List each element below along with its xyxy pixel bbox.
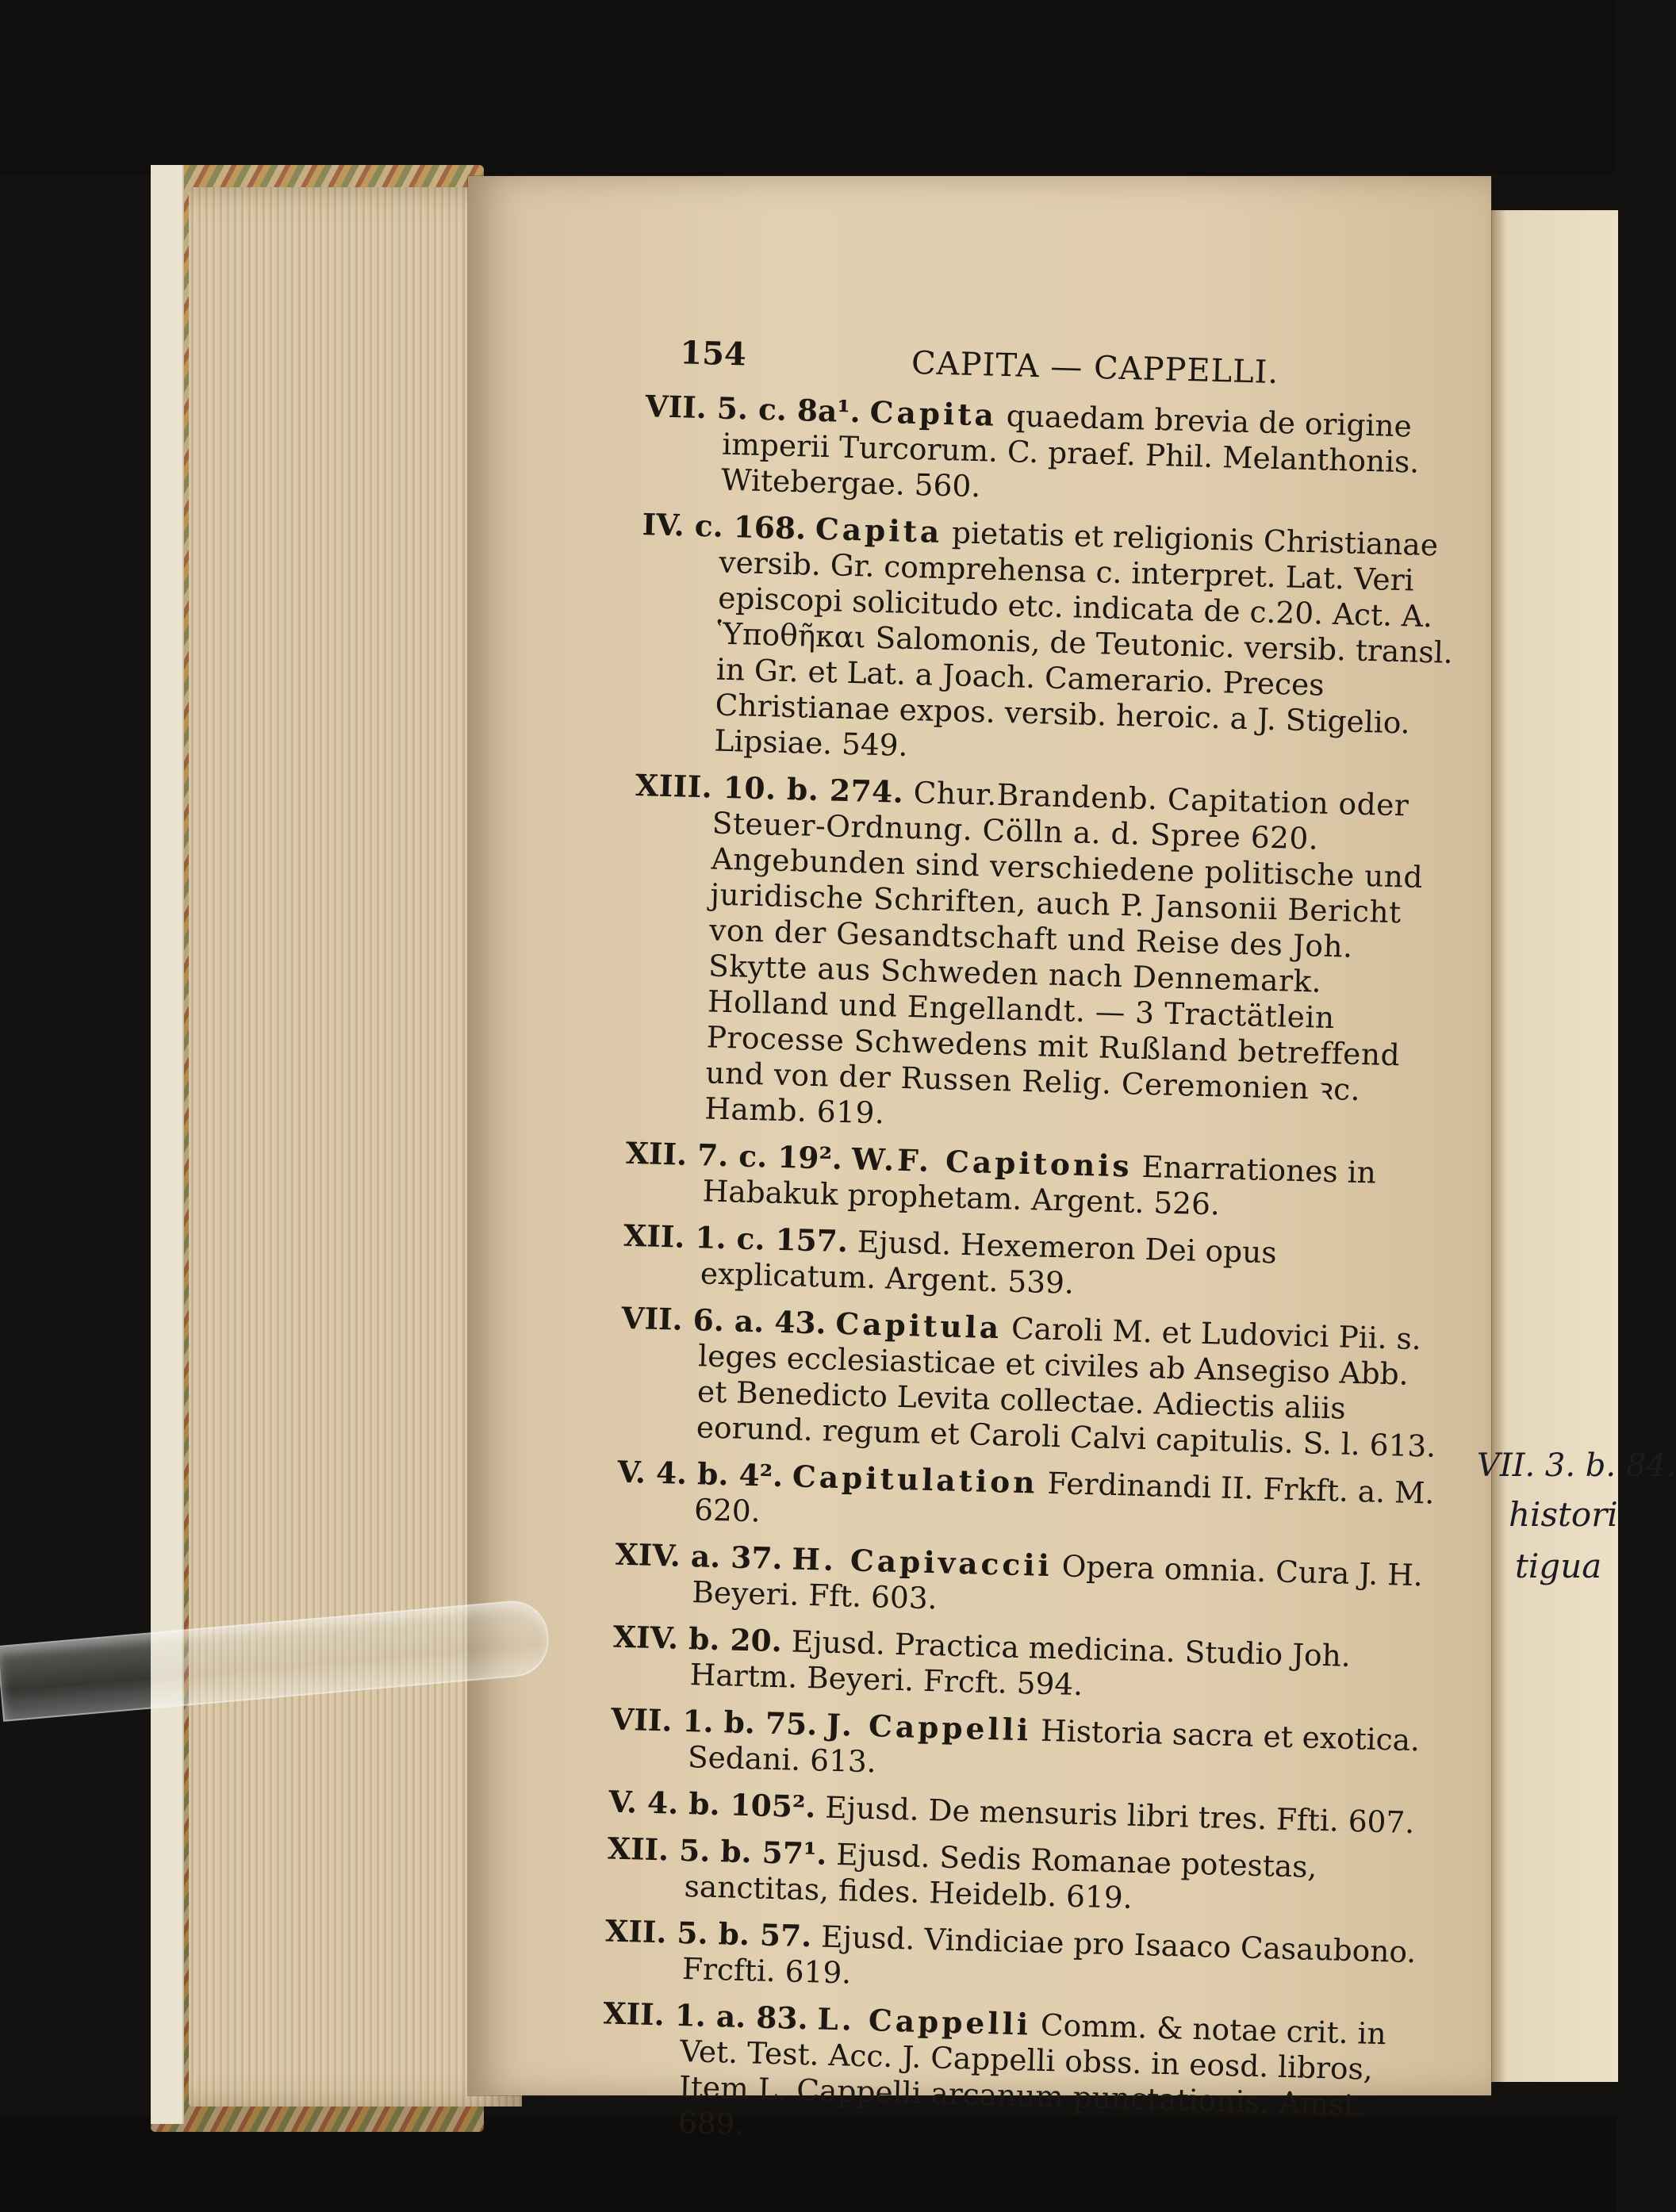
shelf-mark: IV. c. 168.: [642, 507, 807, 546]
shelf-mark: XIV. b. 20.: [612, 1619, 783, 1659]
shelf-mark: XIV. a. 37.: [615, 1536, 784, 1577]
catalog-entry: [619, 1136, 1446, 1229]
note-shelf-mark: VII. 3. b. 84.: [1477, 1447, 1676, 1484]
catalog-entry: [599, 1913, 1425, 2006]
note-line: histori: [1509, 1495, 1618, 1534]
background-top: [0, 0, 1616, 174]
catalog-entry: [604, 1784, 1429, 1841]
entry-text: Caroli M. et Ludovici Pii. s. leges ecclesiasticae et civiles ab Ansegiso Abb. et Benedicto Levita collectae. Adiectis aliis eorund. regum et Caroli Calvi capitulis. S. l. 613.: [696, 1310, 1436, 1464]
entry-text: quaedam brevia de origine imperii Turcorum. C. praef. Phil. Melanthonis. Witebergae. 560.: [720, 398, 1420, 504]
entry-text: Historia sacra et exotica. Sedani. 613.: [687, 1712, 1421, 1780]
entry-text: Enarrationes in Habakuk prophetam. Argent. 526.: [702, 1148, 1377, 1222]
entry-text: Ejusd. De mensuris libri tres. Ffti. 607.: [824, 1789, 1415, 1841]
shelf-mark: V. 4. b. 105².: [608, 1784, 816, 1825]
entry-author: L. Cappelli: [816, 2001, 1032, 2042]
catalog-entry: [631, 507, 1463, 778]
page-text: [595, 333, 1467, 2171]
cover-edge: [151, 165, 184, 2124]
shelf-mark: XIII. 10. b. 274.: [635, 767, 904, 810]
entry-author: W.F. Capitonis: [851, 1141, 1133, 1184]
catalog-entry: [601, 1831, 1428, 1923]
page-number: 154: [679, 334, 747, 374]
catalog-entry: [595, 1995, 1423, 2160]
catalog-entry: [612, 1455, 1438, 1547]
entry-text: Chur.Brandenb. Capitation oder Steuer-Ordnung. Cölln a. d. Spree 620. Angebunden sind verschiedene politische und juridische Schriften, auch P. Jansonii Bericht von der Gesandtschaft und Reise des Joh. Skytte aus Schweden nach Dennemark. Holland und Engellandt. — 3 Tractätlein Processe Schwedens mit Rußland betreffend und von der Russen Relig. Ceremonien ꝛc. Hamb. 619.: [704, 775, 1424, 1131]
shelf-mark: V. 4. b. 4².: [616, 1454, 784, 1494]
shelf-mark: XII. 1. c. 157.: [623, 1217, 849, 1259]
entry-author: Capitula: [834, 1305, 1003, 1346]
entry-text: Ferdinandi II. Frkft. a. M. 620.: [693, 1465, 1435, 1529]
entry-text: Ejusd. Vindiciae pro Isaaco Casaubono. Frcfti. 619.: [681, 1919, 1417, 1991]
catalog-entry: [622, 768, 1455, 1146]
shelf-mark: XII. 5. b. 57¹.: [607, 1831, 827, 1872]
entry-text: Ejusd. Sedis Romanae potestas, sanctitas, fides. Heidelb. 619.: [684, 1837, 1317, 1915]
catalog-entry: [609, 1536, 1436, 1629]
shelf-mark: XII. 1. a. 83.: [602, 1995, 809, 2037]
entry-text: Ejusd. Practica medicina. Studio Joh. Hartm. Beyeri. Frcft. 594.: [689, 1624, 1352, 1703]
shelf-mark: VII. 1. b. 75.: [610, 1701, 818, 1742]
facing-page: [1491, 210, 1618, 2082]
entry-author: Capitulation: [792, 1459, 1039, 1501]
shelf-mark: VII. 6. a. 43.: [620, 1300, 827, 1341]
catalog-entry: [639, 389, 1466, 517]
entry-text: Comm. & notae crit. in Vet. Test. Acc. J. Cappelli obss. in eosd. libros, Item L. Cappelli arcanum punctationis. Amst. 689.: [677, 2007, 1387, 2142]
entry-author: Capita: [815, 511, 943, 550]
shelf-mark: XII. 7. c. 19².: [625, 1135, 843, 1176]
shelf-mark: VII. 5. c. 8a¹.: [645, 389, 861, 430]
catalog-entry: [604, 1701, 1431, 1794]
catalog-entry: [613, 1301, 1441, 1465]
entry-text: pietatis et religionis Christianae versib. Gr. comprehensa c. interpret. Lat. Veri episcopi solicitudo etc. indicata de c.20. Act. A. Ὑποθῆκαι Salomonis, de Teutonic. versib. transl. in Gr. et Lat. a Joach. Camerario. Preces Christianae expos. versib. heroic. a J. Stigelio. Lipsiae. 549.: [714, 515, 1454, 763]
note-line: tigua: [1515, 1547, 1602, 1585]
running-title: CAPITA — CAPPELLI.: [911, 344, 1279, 392]
entry-text: Opera omnia. Cura J. H. Beyeri. Fft. 603.: [691, 1548, 1424, 1616]
entry-author: J. Cappelli: [826, 1707, 1032, 1748]
entry-author: Capita: [869, 394, 998, 433]
catalog-entry: [617, 1218, 1444, 1311]
shelf-mark: XII. 5. b. 57.: [604, 1913, 812, 1954]
catalog-entry: [607, 1619, 1433, 1712]
entry-text: Ejusd. Hexemeron Dei opus explicatum. Argent. 539.: [700, 1224, 1278, 1301]
entry-author: H. Capivaccii: [791, 1541, 1053, 1584]
